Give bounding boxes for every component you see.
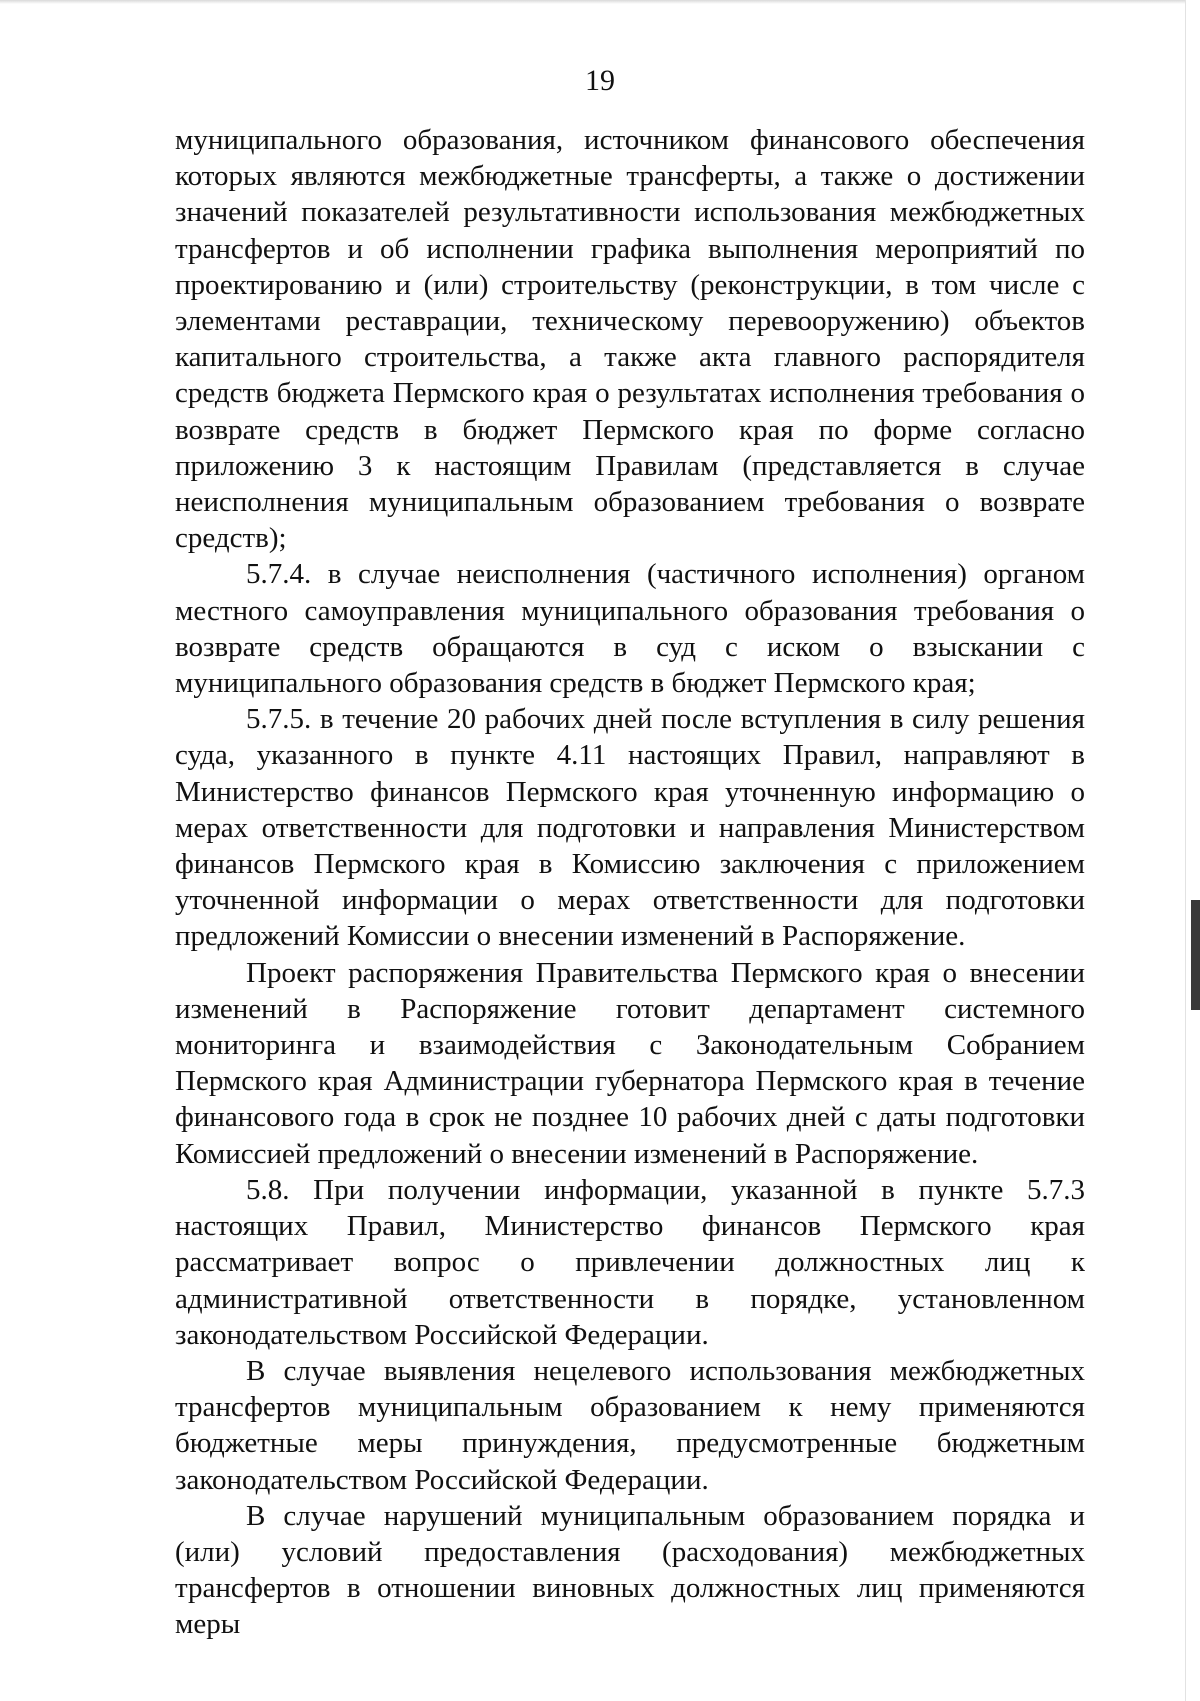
paragraph-5-7-4: 5.7.4. в случае неисполнения (частичного исполнения) органом местного самоуправления муниципального образования требования о возврате средств обращаются в суд с иском о взыскании с муниципального образования средств в бюджет Пермского края; [175, 558, 1085, 700]
paragraph-draft-order: Проект распоряжения Правительства Пермского края о внесении изменений в Распоряжение готовит департамент системного мониторинга и взаимодействия с Законодательным Собранием Пермского края Администрации губернатора Пермского края в течение финансового года в срок не позднее 10 рабочих дней с даты подготовки Комиссией предложений о внесении изменений в Распоряжение. [175, 956, 1085, 1170]
scan-right-edge [1185, 0, 1200, 1701]
page-number: 19 [585, 64, 615, 97]
scan-top-edge [0, 0, 1200, 4]
paragraph-5-8: 5.8. При получении информации, указанной в пункте 5.7.3 настоящих Правил, Министерство финансов Пермского края рассматривает вопрос о привлечении должностных лиц к административной ответственности в порядке, установленном законодательством Российской Федерации. [175, 1173, 1085, 1351]
document-body [175, 122, 1085, 1643]
paragraph-5-7-5: 5.7.5. в течение 20 рабочих дней после вступления в силу решения суда, указанного в пункте 4.11 настоящих Правил, направляют в Министерство финансов Пермского края уточненную информацию о мерах ответственности для подготовки и направления Министерством финансов Пермского края в Комиссию заключения с приложением уточненной информации о мерах ответственности для подготовки предложений Комиссии о внесении изменений в Распоряжение. [175, 703, 1085, 953]
paragraph-continuation: муниципального образования, источником финансового обеспечения которых являются межбюджетные трансферты, а также о достижении значений показателей результативности использования межбюджетных трансфертов и об исполнении графика выполнения мероприятий по проектированию и (или) строительству (реконструкции, в том числе с элементами реставрации, техническому перевооружению) объектов капитального строительства, а также акта главного распорядителя средств бюджета Пермского края о результатах исполнения требования о возврате средств в бюджет Пермского края по форме согласно приложению 3 к настоящим Правилам (представляется в случае неисполнения муниципальным образованием требования о возврате средств); [175, 124, 1085, 555]
paragraph-misuse: В случае выявления нецелевого использования межбюджетных трансфертов муниципальным образованием к нему применяются бюджетные меры принуждения, предусмотренные бюджетным законодательством Российской Федерации. [175, 1354, 1085, 1496]
paragraph-violations: В случае нарушений муниципальным образованием порядка и (или) условий предоставления (расходования) межбюджетных трансфертов в отношении виновных должностных лиц применяются меры [175, 1499, 1085, 1641]
scan-margin-mark [1191, 900, 1200, 1010]
